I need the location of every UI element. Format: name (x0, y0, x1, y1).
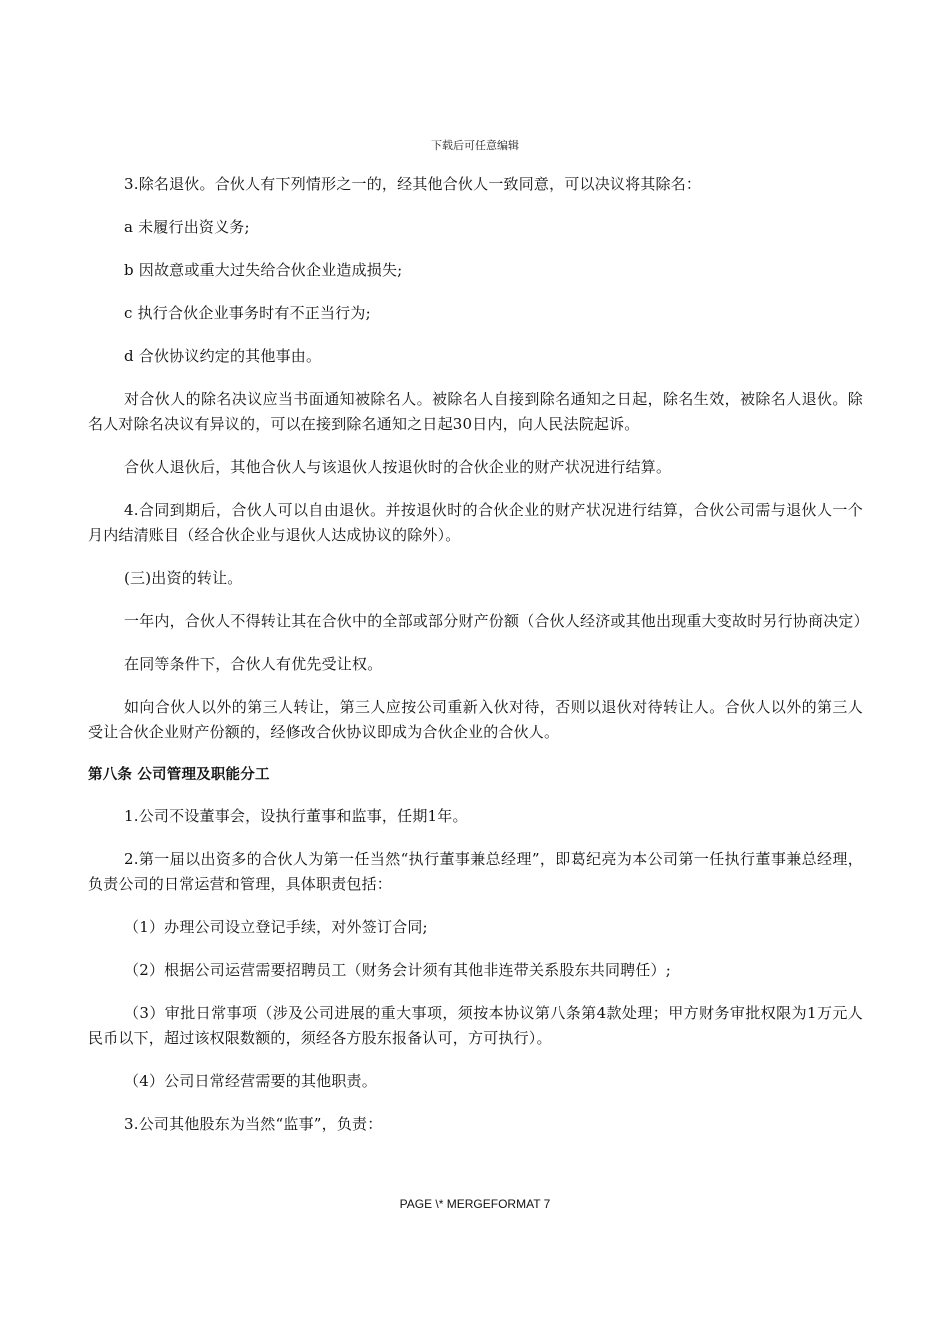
duty-item-3: （3）审批日常事项（涉及公司进展的重大事项，须按本协议第八条第4款处理；甲方财务审批权限为1万元人民币以下，超过该权限数额的，须经各方股东报备认可，方可执行）。 (88, 1004, 863, 1047)
page-header: 下载后可任意编辑 (431, 139, 519, 152)
duty-item-2: （2）根据公司运营需要招聘员工（财务会计须有其他非连带关系股东共同聘任）; (124, 961, 672, 979)
list-item-a: a 未履行出资义务; (124, 218, 250, 236)
duty-item-1: （1）办理公司设立登记手续，对外签订合同; (124, 918, 428, 936)
article-8-heading: 第八条 公司管理及职能分工 (88, 767, 270, 783)
duty-item-4: （4）公司日常经营需要的其他职责。 (124, 1072, 377, 1090)
paragraph-settlement: 合伙人退伙后，其他合伙人与该退伙人按退伙时的合伙企业的财产状况进行结算。 (124, 458, 672, 476)
paragraph-expulsion: 3.除名退伙。合伙人有下列情形之一的，经其他合伙人一致同意，可以决议将其除名： (124, 175, 702, 193)
paragraph-executive-director: 2.第一届以出资多的合伙人为第一任当然“执行董事兼总经理”，即葛纪亮为本公司第一任执行董事兼总经理，负责公司的日常运营和管理，具体职责包括： (88, 850, 863, 893)
list-item-d: d 合伙协议约定的其他事由。 (124, 347, 322, 365)
paragraph-third-party-transfer: 如向合伙人以外的第三人转让，第三人应按公司重新入伙对待，否则以退伙对待转让人。合伙人以外的第三人受让合伙企业财产份额的，经修改合伙协议即成为合伙企业的合伙人。 (88, 698, 863, 741)
section-capital-transfer: (三)出资的转让。 (124, 569, 243, 587)
list-item-b: b 因故意或重大过失给合伙企业造成损失; (124, 261, 403, 279)
paragraph-transfer-restriction: 一年内，合伙人不得转让其在合伙中的全部或部分财产份额（合伙人经济或其他出现重大变故时另行协商决定） (124, 612, 869, 630)
page-footer: PAGE \* MERGEFORMAT 7 (399, 1197, 551, 1211)
paragraph-preemptive-right: 在同等条件下，合伙人有优先受让权。 (124, 655, 383, 673)
document-body (88, 172, 869, 1155)
paragraph-no-board: 1.公司不设董事会，设执行董事和监事，任期1年。 (124, 807, 468, 825)
list-item-c: c 执行合伙企业事务时有不正当行为; (124, 304, 371, 322)
paragraph-expulsion-notice: 对合伙人的除名决议应当书面通知被除名人。被除名人自接到除名通知之日起，除名生效，被除名人退伙。除名人对除名决议有异议的，可以在接到除名通知之日起30日内，向人民法院起诉。 (88, 390, 863, 433)
paragraph-supervisor: 3.公司其他股东为当然“监事”，负责： (124, 1115, 383, 1133)
paragraph-contract-expiry: 4.合同到期后，合伙人可以自由退伙。并按退伙时的合伙企业的财产状况进行结算，合伙公司需与退伙人一个月内结清账目（经合伙企业与退伙人达成协议的除外）。 (88, 501, 863, 544)
